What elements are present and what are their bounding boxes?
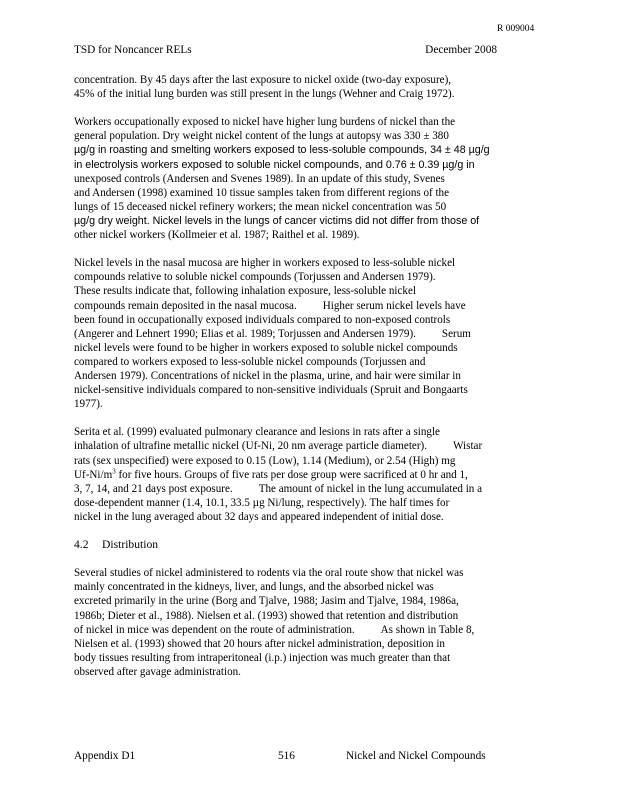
text-line: Higher serum nickel levels have bbox=[322, 299, 466, 312]
text-line: The amount of nickel in the lung accumulated in a bbox=[258, 482, 483, 495]
text-line: of nickel in mice was dependent on the route of administration. bbox=[74, 623, 355, 636]
text-line: µg/g in roasting and smelting workers exposed to less-soluble compounds, 34 ± 48 µg/g bbox=[74, 144, 490, 157]
page-body bbox=[74, 73, 544, 693]
page-number: 516 bbox=[278, 750, 295, 762]
text-line: inhalation of ultrafine metallic nickel (Uf-Ni, 20 nm average particle diameter). bbox=[74, 440, 428, 453]
page-header bbox=[74, 44, 497, 56]
text-line: unexposed controls (Andersen and Svenes 1989). In an update of this study, Svenes bbox=[74, 172, 445, 185]
text-line: other nickel workers (Kollmeier et al. 1987; Raithel et al. 1989). bbox=[74, 229, 360, 242]
text-line: Serita et al. (1999) evaluated pulmonary clearance and lesions in rats after a single bbox=[74, 426, 440, 439]
text-line: Several studies of nickel administered to rodents via the oral route show that nickel was bbox=[74, 567, 464, 580]
text-line: 3, 7, 14, and 21 days post exposure. bbox=[74, 482, 233, 495]
section-heading-distribution bbox=[74, 538, 544, 552]
text-line: Uf-Ni/m bbox=[74, 468, 113, 481]
text-line: lungs of 15 deceased nickel refinery workers; the mean nickel concentration was 50 bbox=[74, 200, 447, 213]
text-line: general population. Dry weight nickel content of the lungs at autopsy was 330 ± 380 bbox=[74, 130, 449, 143]
text-line: compounds remain deposited in the nasal mucosa. bbox=[74, 299, 297, 312]
text-line: 1986b; Dieter et al., 1988). Nielsen et al. (1993) showed that retention and distribution bbox=[74, 609, 459, 622]
paragraph-ultrafine-nickel bbox=[74, 425, 544, 524]
header-date: December 2008 bbox=[425, 44, 497, 56]
text-line: Wistar bbox=[453, 440, 483, 453]
text-line: and Andersen (1998) examined 10 tissue samples taken from different regions of the bbox=[74, 186, 450, 199]
text-line: in electrolysis workers exposed to soluble nickel compounds, and 0.76 ± 0.39 µg/g in bbox=[74, 158, 475, 171]
text-line: nickel in the lung averaged about 32 days and appeared independent of initial dose. bbox=[74, 510, 444, 523]
text-line: µg/g dry weight. Nickel levels in the lungs of cancer victims did not differ from those of bbox=[74, 214, 480, 227]
footer-appendix: Appendix D1 bbox=[74, 750, 136, 762]
paragraph-occupational-lung-burden bbox=[74, 115, 544, 242]
text-line: (Angerer and Lehnert 1990; Elias et al. 1989; Torjussen and Andersen 1979). bbox=[74, 327, 416, 340]
text-line: 1977). bbox=[74, 398, 103, 411]
footer-chapter-title: Nickel and Nickel Compounds bbox=[346, 750, 486, 762]
text-line: nickel-sensitive individuals compared to non-sensitive individuals (Spruit and Bongaarts bbox=[74, 384, 468, 397]
text-line: been found in occupationally exposed individuals compared to non-exposed controls bbox=[74, 313, 451, 326]
section-title: Distribution bbox=[102, 538, 159, 552]
text-line: Nickel levels in the nasal mucosa are higher in workers exposed to less-soluble nickel bbox=[74, 257, 456, 270]
page-footer bbox=[74, 750, 497, 762]
text-line: concentration. By 45 days after the last exposure to nickel oxide (two-day exposure), bbox=[74, 74, 452, 86]
text-line: Workers occupationally exposed to nickel have higher lung burdens of nickel than the bbox=[74, 116, 456, 129]
paragraph-distribution bbox=[74, 566, 544, 679]
text-line: compounds relative to soluble nickel compounds (Torjussen and Andersen 1979). bbox=[74, 271, 436, 284]
header-left: TSD for Noncancer RELs bbox=[74, 44, 192, 56]
superscript: 3 bbox=[112, 466, 116, 475]
text-line: Andersen 1979). Concentrations of nickel in the plasma, urine, and hair were similar in bbox=[74, 369, 461, 382]
document-id: R 009004 bbox=[497, 24, 535, 34]
text-line: nickel levels were found to be higher in workers exposed to soluble nickel compounds bbox=[74, 341, 458, 354]
section-number: 4.2 bbox=[74, 538, 89, 552]
text-line: mainly concentrated in the kidneys, liver, and lungs, and the absorbed nickel was bbox=[74, 581, 434, 594]
text-line: 45% of the initial lung burden was still present in the lungs (Wehner and Craig 1972). bbox=[74, 88, 455, 101]
text-line: dose-dependent manner (1.4, 10.1, 33.5 µg Ni/lung, respectively). The half times for bbox=[74, 496, 450, 509]
text-line: body tissues resulting from intraperitoneal (i.p.) injection was much greater than that bbox=[74, 651, 451, 664]
paragraph-lung-clearance bbox=[74, 73, 544, 101]
text-line: for five hours. Groups of five rats per dose group were sacrificed at 0 hr and 1, bbox=[115, 468, 468, 481]
text-line: As shown in Table 8, bbox=[380, 623, 475, 636]
text-line: Serum bbox=[441, 327, 471, 340]
paragraph-nasal-mucosa bbox=[74, 256, 544, 411]
text-line: Nielsen et al. (1993) showed that 20 hours after nickel administration, deposition in bbox=[74, 637, 445, 650]
text-line: excreted primarily in the urine (Borg and Tjalve, 1988; Jasim and Tjalve, 1984, 1986a, bbox=[74, 595, 459, 608]
text-line: observed after gavage administration. bbox=[74, 665, 241, 678]
text-line: These results indicate that, following inhalation exposure, less-soluble nickel bbox=[74, 285, 416, 298]
text-line: compared to workers exposed to less-soluble nickel compounds (Torjussen and bbox=[74, 355, 426, 368]
text-line: rats (sex unspecified) were exposed to 0.15 (Low), 1.14 (Medium), or 2.54 (High) mg bbox=[74, 454, 456, 467]
